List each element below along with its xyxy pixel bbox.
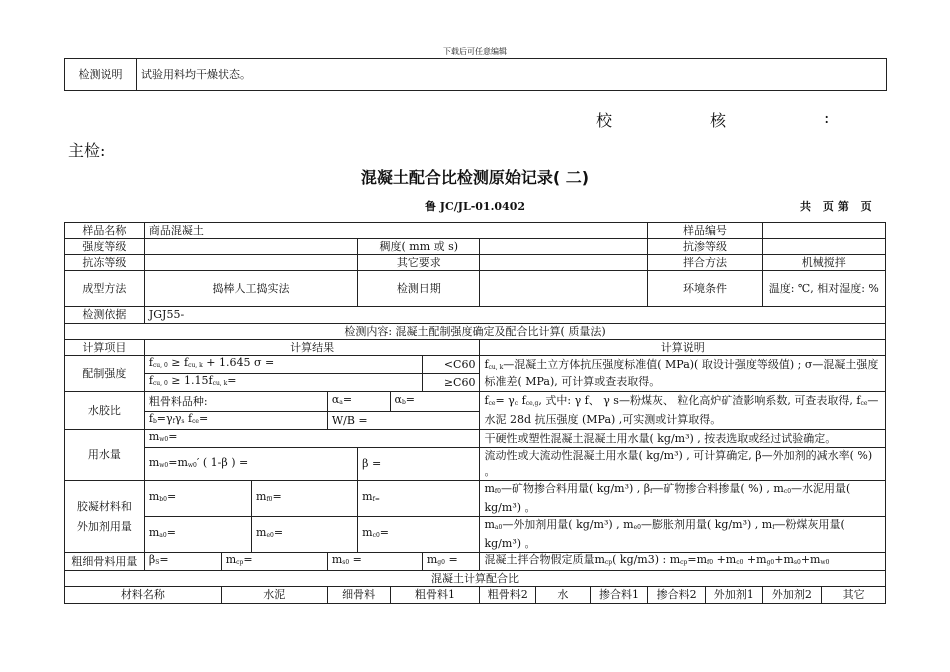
cell: $m_{g0}$ = [422,553,480,571]
cell: 外加剂2 [762,587,822,604]
page-info: 共 页第 页 [800,200,876,213]
cell: 外加剂1 [705,587,762,604]
cell: $f_b=\gamma_f\gamma_s$ $f_{ce}=$ [144,412,327,430]
main-inspector: 主检: [68,141,106,160]
page-title: 混凝土配合比检测原始记录( 二) [360,168,590,187]
cell: 混凝土拌合物假定质量$m_{cp}$( kg/m3) : $m_{cp}=m_{f0} +m_{c0} +m_{g0}+m_{s0}+m_{w0}$ [480,553,886,571]
cell: 检测依据 [65,307,145,324]
cell: $m_{f0}—$矿物掺合料用量( kg/m³) , $\beta_f—$矿物掺合料掺量( %) , $m_{c0}—$水泥用量( kg/m³) 。 [480,481,886,517]
cell: $m_{c0}=$ [358,517,480,553]
cell: $f_{ce}= \gamma_c$ $f_{ce,g}$, 式中: γ f、 γ s—粉煤灰、 粒化高炉矿渣影响系数, 可查表取得, $f_{ce}—$水泥 28d 抗压强度 (MPa) ,可实测或计算取得。 [480,392,886,430]
cell: $f_{cu, 0} \ge f_{cu, k} + 1.645$ σ = [144,356,422,374]
value-cell: 试验用料均干燥状态。 [137,59,887,91]
cell: ≥C60 [422,374,480,392]
cell: 抗渗等级 [648,239,762,255]
cell: $m_{b0}=$ [144,481,251,517]
cell: 配制强度 [65,356,145,392]
cell: β = [358,448,480,481]
cell: $m_{e0}=$ [252,517,358,553]
cell: 水胶比 [65,392,145,430]
cell: 检测内容: 混凝土配制强度确定及配合比计算( 质量法) [65,324,886,340]
label-cell: 检测说明 [65,59,137,91]
cell [762,223,885,239]
cell: 样品名称 [65,223,145,239]
cell: 其它 [822,587,886,604]
review-colon: : [824,108,830,127]
cell: $f_{cu, k}—$混凝土立方体抗压强度标准值( MPa)( 取设计强度等级值) ; σ—混凝土强度标准差( MPa), 可计算或查表取得。 [480,356,886,392]
cell: $m_{w0}=$ [144,430,480,448]
cell: 材料名称 [65,587,222,604]
cell [480,271,648,307]
top-table [64,58,887,91]
cell: 水 [536,587,591,604]
cell: 稠度( mm 或 s) [358,239,480,255]
cell: 抗冻等级 [65,255,145,271]
cell [762,239,885,255]
cell: 成型方法 [65,271,145,307]
cell: $m_{f=}$ [358,481,480,517]
header-note: 下载后可任意编辑 [443,47,507,56]
cell: $m_{w0}=m_{w0}'$ ( 1-β ) = [144,448,357,481]
cell: $m_{cp}=$ [221,553,327,571]
cell: 机械搅拌 [762,255,885,271]
cell: 粗骨料品种: [144,392,327,412]
cell: 粗骨料1 [390,587,480,604]
cell: 细骨料 [327,587,390,604]
cell: $f_{cu, 0} \ge 1.15f_{cu, k}=$ [144,374,422,392]
cell: 强度等级 [65,239,145,255]
cell: 环境条件 [648,271,762,307]
record-table [64,222,886,604]
cell [480,255,648,271]
cell: 计算项目 [65,340,145,356]
cell [144,255,357,271]
cell: $\alpha_a=$ [327,392,390,412]
cell: 温度: ℃, 相对湿度: % [762,271,885,307]
cell: 粗骨料2 [480,587,536,604]
cell: 样品编号 [648,223,762,239]
cell: JGJ55- [144,307,885,324]
cell: 计算结果 [144,340,480,356]
cell: 水泥 [221,587,327,604]
cell: 计算说明 [480,340,886,356]
cell: 拌合方法 [648,255,762,271]
cell: 掺合料1 [590,587,648,604]
doc-code: 鲁 JC/JL-01.0402 [424,200,526,213]
review-xiao: 校 [596,111,613,130]
cell: 粗细骨料用量 [65,553,145,571]
cell: 混凝土计算配合比 [65,571,886,587]
cell: 胶凝材料和 外加剂用量 [65,481,145,553]
cell: 检测日期 [358,271,480,307]
cell: 流动性或大流动性混凝土用水量( kg/m³) , 可计算确定, β—外加剂的减水率( %) 。 [480,448,886,481]
cell [144,239,357,255]
cell: 捣棒人工捣实法 [144,271,357,307]
cell: 商品混凝土 [144,223,648,239]
cell: W/B = [327,412,480,430]
cell: $m_{a0}=$ [144,517,251,553]
review-he: 核 [710,111,727,130]
cell: 干硬性或塑性混凝土混凝土用水量( kg/m³) , 按表选取或经过试验确定。 [480,430,886,448]
cell: $\alpha_b=$ [390,392,480,412]
cell: $m_{a0}—$外加剂用量( kg/m³) , $m_{e0}—$膨胀剂用量( kg/m³) , $m_f—$粉煤灰用量( kg/m³) 。 [480,517,886,553]
cell: $m_{f0}=$ [252,481,358,517]
cell: 用水量 [65,430,145,481]
cell [480,239,648,255]
cell: $\beta_S=$ [144,553,221,571]
cell: <C60 [422,356,480,374]
cell: $m_{s0}$ = [327,553,422,571]
cell: 其它要求 [358,255,480,271]
cell: 掺合料2 [648,587,706,604]
